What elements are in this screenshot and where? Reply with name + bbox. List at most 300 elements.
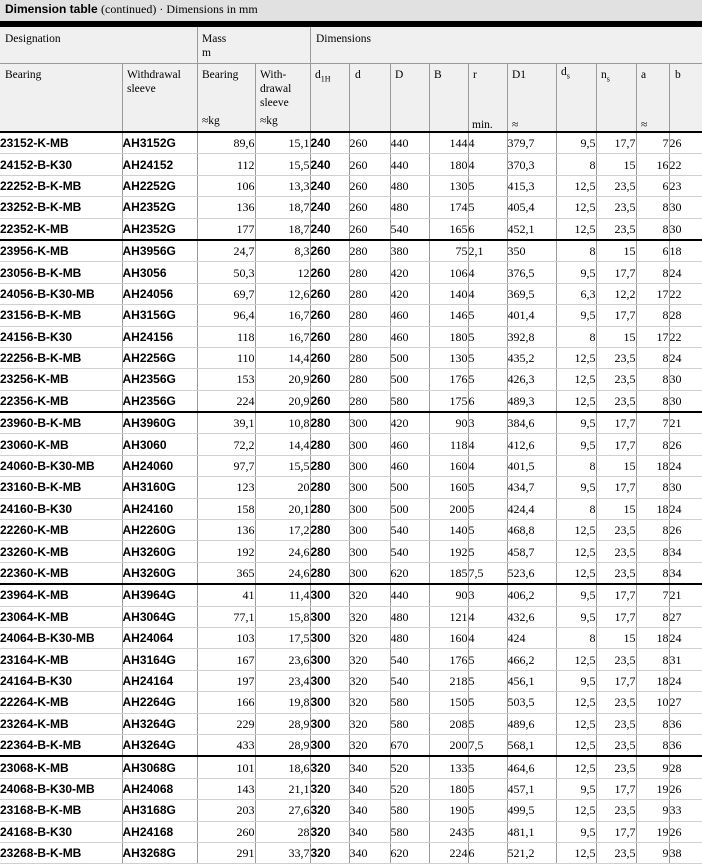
D-value: 420 bbox=[390, 283, 429, 304]
bearing-designation: 22352-K-MB bbox=[0, 218, 122, 240]
mass-bearing: 41 bbox=[197, 584, 255, 606]
mass-heading: Mass bbox=[202, 33, 227, 45]
sleeve-designation: AH2252G bbox=[122, 175, 197, 196]
ns-value: 17,7 bbox=[596, 584, 636, 606]
bearing-designation: 24060-B-K30-MB bbox=[0, 455, 122, 476]
b-value: 34 bbox=[669, 541, 702, 562]
mass-sleeve-heading: With- drawal sleeve bbox=[260, 69, 292, 109]
mass-sleeve: 19,8 bbox=[255, 692, 310, 713]
ds-subscript: s bbox=[566, 71, 570, 81]
a-value: 17 bbox=[636, 326, 669, 347]
d1h-value: 260 bbox=[310, 347, 349, 368]
mass-sleeve: 17,2 bbox=[255, 520, 310, 541]
d-value: 300 bbox=[349, 520, 390, 541]
D1-value: 457,1 bbox=[507, 778, 556, 799]
table-row bbox=[0, 262, 702, 283]
a-value: 19 bbox=[636, 778, 669, 799]
d-value: 280 bbox=[349, 347, 390, 368]
sleeve-designation: AH2352G bbox=[122, 218, 197, 240]
ds-value: 9,5 bbox=[556, 821, 596, 842]
D-value: 620 bbox=[390, 842, 429, 863]
D-value: 670 bbox=[390, 734, 429, 756]
sleeve-designation: AH2356G bbox=[122, 390, 197, 412]
D1-value: 384,6 bbox=[507, 412, 556, 434]
D1-value: 392,8 bbox=[507, 326, 556, 347]
sleeve-designation: AH3168G bbox=[122, 800, 197, 821]
table-row bbox=[0, 584, 702, 606]
mass-bearing: 143 bbox=[197, 778, 255, 799]
r-value: 6 bbox=[468, 218, 507, 240]
mass-bearing: 136 bbox=[197, 520, 255, 541]
d1h-value: 260 bbox=[310, 305, 349, 326]
table-row bbox=[0, 498, 702, 519]
B-value: 175 bbox=[429, 390, 468, 412]
bearing-designation: 24168-B-K30 bbox=[0, 821, 122, 842]
ds-value: 12,5 bbox=[556, 562, 596, 584]
B-value: 200 bbox=[429, 734, 468, 756]
d-value: 300 bbox=[349, 455, 390, 476]
D-value: 620 bbox=[390, 562, 429, 584]
mass-sleeve: 20,1 bbox=[255, 498, 310, 519]
d1h-value: 280 bbox=[310, 455, 349, 476]
D1-value: 452,1 bbox=[507, 218, 556, 240]
bearing-designation: 22260-K-MB bbox=[0, 520, 122, 541]
sleeve-designation: AH24068 bbox=[122, 778, 197, 799]
bearing-designation: 22256-B-K-MB bbox=[0, 347, 122, 368]
ns-value: 17,7 bbox=[596, 778, 636, 799]
B-value: 190 bbox=[429, 800, 468, 821]
ds-value: 8 bbox=[556, 627, 596, 648]
ds-value: 9,5 bbox=[556, 670, 596, 691]
sleeve-designation: AH3152G bbox=[122, 133, 197, 154]
b-value: 30 bbox=[669, 369, 702, 390]
b-value: 27 bbox=[669, 606, 702, 627]
d-value: 320 bbox=[349, 713, 390, 734]
ns-value: 23,5 bbox=[596, 541, 636, 562]
d1h-value: 260 bbox=[310, 240, 349, 262]
d-value: 340 bbox=[349, 842, 390, 863]
ds-value: 12,5 bbox=[556, 734, 596, 756]
ds-value: 12,5 bbox=[556, 520, 596, 541]
sleeve-designation: AH2256G bbox=[122, 347, 197, 368]
bearing-designation: 24164-B-K30 bbox=[0, 670, 122, 691]
r-value: 5 bbox=[468, 713, 507, 734]
mass-sleeve: 17,5 bbox=[255, 627, 310, 648]
bearing-designation: 24160-B-K30 bbox=[0, 498, 122, 519]
mass-sleeve: 20,9 bbox=[255, 390, 310, 412]
ns-value: 17,7 bbox=[596, 606, 636, 627]
ds-value: 9,5 bbox=[556, 133, 596, 154]
a-value: 8 bbox=[636, 541, 669, 562]
mass-bearing: 50,3 bbox=[197, 262, 255, 283]
D-value: 440 bbox=[390, 154, 429, 175]
d-value: 300 bbox=[349, 498, 390, 519]
mass-bearing: 77,1 bbox=[197, 606, 255, 627]
a-value: 17 bbox=[636, 283, 669, 304]
a-value: 18 bbox=[636, 455, 669, 476]
a-value: 8 bbox=[636, 218, 669, 240]
mass-sleeve: 20,9 bbox=[255, 369, 310, 390]
d-value: 260 bbox=[349, 197, 390, 218]
table-row bbox=[0, 756, 702, 778]
d-value: 320 bbox=[349, 649, 390, 670]
d-value: 280 bbox=[349, 262, 390, 283]
a-value: 8 bbox=[636, 390, 669, 412]
table-row bbox=[0, 197, 702, 218]
D1-value: 424,4 bbox=[507, 498, 556, 519]
b-value: 24 bbox=[669, 498, 702, 519]
d-value: 280 bbox=[349, 326, 390, 347]
ns-value: 23,5 bbox=[596, 842, 636, 863]
d-value: 320 bbox=[349, 670, 390, 691]
r-value: 2,1 bbox=[468, 240, 507, 262]
d-value: 260 bbox=[349, 175, 390, 196]
ds-value: 12,5 bbox=[556, 218, 596, 240]
table-title-bold: Dimension table bbox=[5, 2, 98, 16]
d1h-value: 300 bbox=[310, 692, 349, 713]
sleeve-designation: AH3260G bbox=[122, 562, 197, 584]
ns-value: 23,5 bbox=[596, 800, 636, 821]
bearing-designation: 23964-K-MB bbox=[0, 584, 122, 606]
b-value: 38 bbox=[669, 842, 702, 863]
ns-value: 15 bbox=[596, 627, 636, 648]
D1-value: 405,4 bbox=[507, 197, 556, 218]
b-value: 26 bbox=[669, 434, 702, 455]
a-value: 9 bbox=[636, 756, 669, 778]
mass-bearing: 291 bbox=[197, 842, 255, 863]
a-value: 8 bbox=[636, 477, 669, 498]
D-value: 480 bbox=[390, 175, 429, 196]
B-value: 180 bbox=[429, 154, 468, 175]
r-value: 5 bbox=[468, 692, 507, 713]
b-value: 28 bbox=[669, 756, 702, 778]
table-row bbox=[0, 541, 702, 562]
D-value: 440 bbox=[390, 584, 429, 606]
D1-value: 464,6 bbox=[507, 756, 556, 778]
r-value: 5 bbox=[468, 369, 507, 390]
r-value: 5 bbox=[468, 197, 507, 218]
B-value: 180 bbox=[429, 326, 468, 347]
mass-bearing: 365 bbox=[197, 562, 255, 584]
D1-value: 468,8 bbox=[507, 520, 556, 541]
r-note: min. bbox=[472, 119, 493, 131]
D1-value: 426,3 bbox=[507, 369, 556, 390]
D-value: 540 bbox=[390, 218, 429, 240]
D1-value: 523,6 bbox=[507, 562, 556, 584]
r-value: 4 bbox=[468, 627, 507, 648]
ds-value: 9,5 bbox=[556, 262, 596, 283]
D1-value: 568,1 bbox=[507, 734, 556, 756]
mass-sleeve: 12 bbox=[255, 262, 310, 283]
D-value: 380 bbox=[390, 240, 429, 262]
ds-value: 8 bbox=[556, 455, 596, 476]
table-row bbox=[0, 283, 702, 304]
D-value: 580 bbox=[390, 390, 429, 412]
B-value: 130 bbox=[429, 347, 468, 368]
ns-value: 17,7 bbox=[596, 434, 636, 455]
ns-value: 23,5 bbox=[596, 713, 636, 734]
a-value: 10 bbox=[636, 692, 669, 713]
mass-bearing: 89,6 bbox=[197, 133, 255, 154]
mass-bearing-unit: ≈kg bbox=[202, 115, 220, 127]
ns-value: 15 bbox=[596, 455, 636, 476]
b-value: 36 bbox=[669, 734, 702, 756]
mass-sleeve: 11,4 bbox=[255, 584, 310, 606]
ds-value: 9,5 bbox=[556, 305, 596, 326]
D-value: 480 bbox=[390, 627, 429, 648]
r-value: 6 bbox=[468, 390, 507, 412]
sleeve-designation: AH3156G bbox=[122, 305, 197, 326]
D1-value: 401,4 bbox=[507, 305, 556, 326]
D-value: 540 bbox=[390, 649, 429, 670]
B-value: 75 bbox=[429, 240, 468, 262]
ns-value: 23,5 bbox=[596, 390, 636, 412]
mass-sleeve: 20 bbox=[255, 477, 310, 498]
d1h-value: 260 bbox=[310, 262, 349, 283]
bearing-designation: 23168-B-K-MB bbox=[0, 800, 122, 821]
D1-value: 350 bbox=[507, 240, 556, 262]
table-row bbox=[0, 455, 702, 476]
d-value: 260 bbox=[349, 154, 390, 175]
b-value: 33 bbox=[669, 800, 702, 821]
mass-sleeve: 10,8 bbox=[255, 412, 310, 434]
ns-value: 23,5 bbox=[596, 369, 636, 390]
mass-bearing: 433 bbox=[197, 734, 255, 756]
sleeve-designation: AH2356G bbox=[122, 369, 197, 390]
bearing-designation: 23264-K-MB bbox=[0, 713, 122, 734]
mass-bearing: 136 bbox=[197, 197, 255, 218]
B-value: 185 bbox=[429, 562, 468, 584]
D-value: 460 bbox=[390, 434, 429, 455]
sleeve-designation: AH24060 bbox=[122, 455, 197, 476]
b-value: 21 bbox=[669, 584, 702, 606]
D-value: 580 bbox=[390, 692, 429, 713]
B-value: 90 bbox=[429, 412, 468, 434]
mass-sleeve: 16,7 bbox=[255, 305, 310, 326]
D-value: 420 bbox=[390, 412, 429, 434]
table-row bbox=[0, 305, 702, 326]
d1h-value: 300 bbox=[310, 606, 349, 627]
bearing-designation: 22364-B-K-MB bbox=[0, 734, 122, 756]
r-value: 5 bbox=[468, 498, 507, 519]
r-heading: r bbox=[473, 69, 477, 81]
mass-bearing: 110 bbox=[197, 347, 255, 368]
D1-value: 415,3 bbox=[507, 175, 556, 196]
D1-value: 370,3 bbox=[507, 154, 556, 175]
header-divider bbox=[390, 64, 391, 131]
mass-sleeve: 27,6 bbox=[255, 800, 310, 821]
b-value: 26 bbox=[669, 821, 702, 842]
d-heading: d bbox=[355, 69, 361, 81]
ns-value: 17,7 bbox=[596, 821, 636, 842]
mass-sleeve: 28 bbox=[255, 821, 310, 842]
D1-value: 489,3 bbox=[507, 390, 556, 412]
d1h-value: 280 bbox=[310, 562, 349, 584]
D1-value: 503,5 bbox=[507, 692, 556, 713]
ns-value: 23,5 bbox=[596, 649, 636, 670]
b-heading: b bbox=[675, 69, 681, 81]
bearing-designation: 24068-B-K30-MB bbox=[0, 778, 122, 799]
D1-value: 432,6 bbox=[507, 606, 556, 627]
d1h-value: 240 bbox=[310, 175, 349, 196]
sleeve-designation: AH2264G bbox=[122, 692, 197, 713]
D-value: 540 bbox=[390, 670, 429, 691]
header-divider bbox=[310, 27, 311, 131]
D-value: 580 bbox=[390, 713, 429, 734]
ns-value: 12,2 bbox=[596, 283, 636, 304]
D1-value: 489,6 bbox=[507, 713, 556, 734]
a-value: 8 bbox=[636, 520, 669, 541]
header-divider bbox=[556, 64, 557, 131]
mass-bearing: 69,7 bbox=[197, 283, 255, 304]
ds-value: 12,5 bbox=[556, 197, 596, 218]
B-value: 146 bbox=[429, 305, 468, 326]
sleeve-designation: AH24152 bbox=[122, 154, 197, 175]
sleeve-designation: AH3064G bbox=[122, 606, 197, 627]
r-value: 4 bbox=[468, 455, 507, 476]
D1-value: 401,5 bbox=[507, 455, 556, 476]
d-value: 280 bbox=[349, 283, 390, 304]
d1h-value: 300 bbox=[310, 584, 349, 606]
ns-value: 17,7 bbox=[596, 477, 636, 498]
bearing-designation: 23160-B-K-MB bbox=[0, 477, 122, 498]
d1h-value: 320 bbox=[310, 821, 349, 842]
B-value: 150 bbox=[429, 692, 468, 713]
table-row bbox=[0, 240, 702, 262]
mass-sleeve: 23,4 bbox=[255, 670, 310, 691]
d-value: 320 bbox=[349, 584, 390, 606]
sleeve-designation: AH24160 bbox=[122, 498, 197, 519]
d1h-value: 260 bbox=[310, 283, 349, 304]
a-value: 6 bbox=[636, 240, 669, 262]
b-value: 24 bbox=[669, 347, 702, 368]
bearing-designation: 22360-K-MB bbox=[0, 562, 122, 584]
a-value: 8 bbox=[636, 606, 669, 627]
mass-sleeve: 18,6 bbox=[255, 756, 310, 778]
b-value: 30 bbox=[669, 477, 702, 498]
table-row bbox=[0, 649, 702, 670]
mass-bearing: 177 bbox=[197, 218, 255, 240]
ns-symbol: n bbox=[601, 69, 607, 81]
B-value: 160 bbox=[429, 455, 468, 476]
table-row bbox=[0, 692, 702, 713]
bearing-designation: 23960-B-K-MB bbox=[0, 412, 122, 434]
d1h-value: 300 bbox=[310, 649, 349, 670]
ns-value: 23,5 bbox=[596, 520, 636, 541]
d1h-value: 320 bbox=[310, 842, 349, 863]
sleeve-designation: AH3260G bbox=[122, 541, 197, 562]
dimensions-heading: Dimensions bbox=[316, 33, 371, 45]
a-value: 7 bbox=[636, 584, 669, 606]
B-value: 121 bbox=[429, 606, 468, 627]
B-value: 130 bbox=[429, 175, 468, 196]
sleeve-designation: AH3960G bbox=[122, 412, 197, 434]
header-divider bbox=[349, 64, 350, 131]
b-value: 21 bbox=[669, 412, 702, 434]
b-value: 30 bbox=[669, 197, 702, 218]
r-value: 6 bbox=[468, 842, 507, 863]
D1-heading: D1 bbox=[512, 69, 527, 81]
mass-bearing: 153 bbox=[197, 369, 255, 390]
a-value: 7 bbox=[636, 133, 669, 154]
d1h-value: 280 bbox=[310, 434, 349, 455]
b-value: 22 bbox=[669, 283, 702, 304]
b-value: 34 bbox=[669, 562, 702, 584]
mass-sleeve: 8,3 bbox=[255, 240, 310, 262]
d1h-value: 320 bbox=[310, 778, 349, 799]
ds-value: 12,5 bbox=[556, 347, 596, 368]
d1h-value: 280 bbox=[310, 520, 349, 541]
b-value: 23 bbox=[669, 175, 702, 196]
sleeve-designation: AH3264G bbox=[122, 713, 197, 734]
ns-value: 15 bbox=[596, 240, 636, 262]
ns-value: 23,5 bbox=[596, 175, 636, 196]
d1h-value: 280 bbox=[310, 412, 349, 434]
B-heading: B bbox=[434, 69, 442, 81]
d1h-value: 260 bbox=[310, 390, 349, 412]
ns-value: 17,7 bbox=[596, 262, 636, 283]
table-row bbox=[0, 347, 702, 368]
ds-value: 8 bbox=[556, 498, 596, 519]
ds-value: 12,5 bbox=[556, 800, 596, 821]
b-value: 18 bbox=[669, 240, 702, 262]
d1h-value: 280 bbox=[310, 541, 349, 562]
d1h-symbol: d bbox=[315, 69, 321, 81]
mass-bearing: 97,7 bbox=[197, 455, 255, 476]
mass-sleeve: 15,5 bbox=[255, 455, 310, 476]
D-value: 580 bbox=[390, 821, 429, 842]
B-value: 243 bbox=[429, 821, 468, 842]
table-title bbox=[0, 0, 702, 21]
table-row bbox=[0, 154, 702, 175]
r-value: 5 bbox=[468, 541, 507, 562]
d-value: 320 bbox=[349, 692, 390, 713]
d-value: 340 bbox=[349, 756, 390, 778]
ns-value: 23,5 bbox=[596, 692, 636, 713]
a-value: 16 bbox=[636, 154, 669, 175]
ns-subscript: s bbox=[606, 74, 610, 84]
mass-sleeve: 15,1 bbox=[255, 133, 310, 154]
r-value: 4 bbox=[468, 154, 507, 175]
bearing-designation: 23156-B-K-MB bbox=[0, 305, 122, 326]
B-value: 176 bbox=[429, 649, 468, 670]
table-body bbox=[0, 133, 702, 864]
a-value: 8 bbox=[636, 305, 669, 326]
mass-sleeve: 15,5 bbox=[255, 154, 310, 175]
D1-value: 434,7 bbox=[507, 477, 556, 498]
table-row bbox=[0, 842, 702, 863]
r-value: 3 bbox=[468, 412, 507, 434]
d1h-subscript: 1H bbox=[320, 74, 331, 84]
mass-bearing: 112 bbox=[197, 154, 255, 175]
header-divider bbox=[669, 64, 670, 131]
mass-sleeve: 14,4 bbox=[255, 434, 310, 455]
b-value: 26 bbox=[669, 778, 702, 799]
bearing-designation: 23956-K-MB bbox=[0, 240, 122, 262]
ns-value: 15 bbox=[596, 498, 636, 519]
mass-sleeve: 23,6 bbox=[255, 649, 310, 670]
r-value: 5 bbox=[468, 520, 507, 541]
mass-sleeve: 13,3 bbox=[255, 175, 310, 196]
table-row bbox=[0, 175, 702, 196]
table-row bbox=[0, 734, 702, 756]
d-value: 260 bbox=[349, 218, 390, 240]
ns-value: 23,5 bbox=[596, 756, 636, 778]
mass-bearing: 101 bbox=[197, 756, 255, 778]
d-value: 320 bbox=[349, 734, 390, 756]
d-value: 260 bbox=[349, 133, 390, 154]
d-value: 300 bbox=[349, 412, 390, 434]
